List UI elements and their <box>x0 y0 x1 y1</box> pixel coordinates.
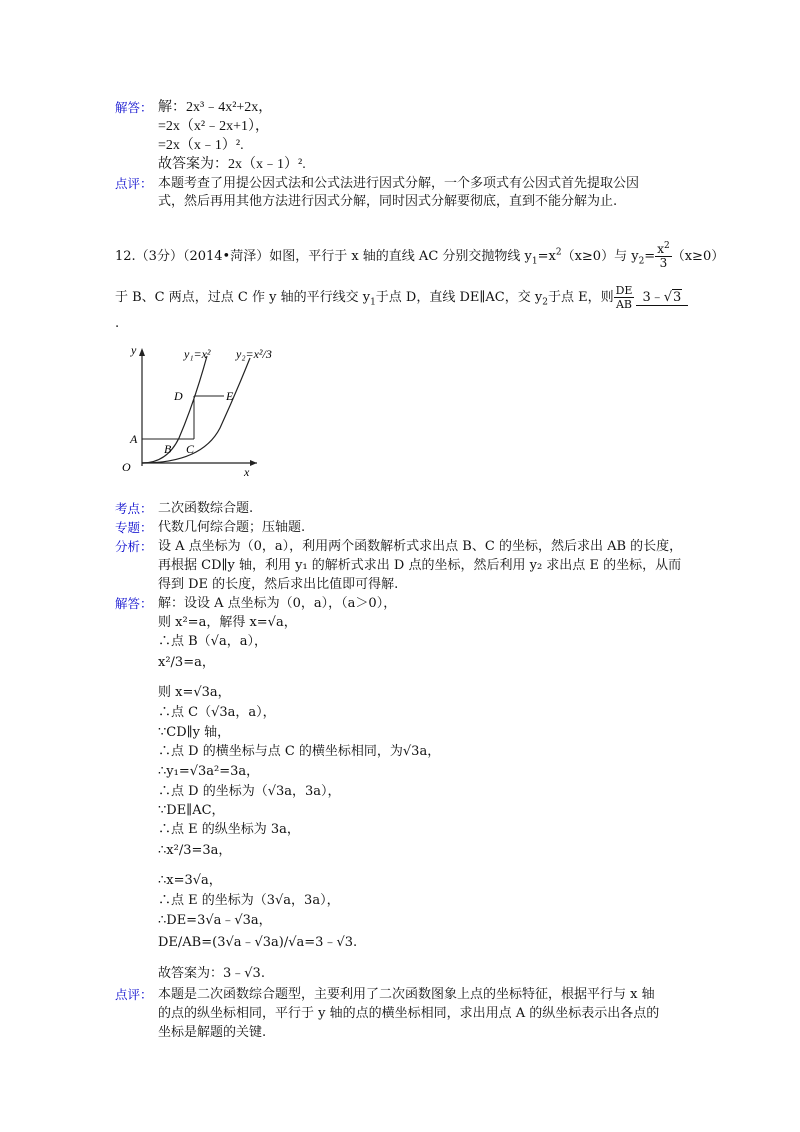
jieda-line: 故答案为：3﹣√3. <box>158 966 265 981</box>
jieda-line: ∴DE=3√a﹣√3a， <box>158 913 272 928</box>
dianping-label: 点评： <box>115 987 153 1002</box>
point-e-label: E <box>226 389 234 403</box>
jieda-line: 则 x=√3a， <box>158 685 231 700</box>
dianping-line: 坐标是解题的关键. <box>158 1025 267 1040</box>
jieda-line: ∴点 C（√3a，a）， <box>158 705 276 720</box>
y-axis-arrow <box>139 348 145 356</box>
curve-y2-label: y₂=x²/3 <box>236 347 272 361</box>
fenxi-line: 得到 DE 的长度，然后求出比值即可得解. <box>158 577 399 592</box>
answer-label: 解答： <box>115 100 153 115</box>
jieda-line: ∴点 E 的纵坐标为 3a， <box>158 822 300 837</box>
jieda-line: ∴x²/3=3a， <box>158 843 232 858</box>
jieda-line: ∵CD∥y 轴， <box>158 725 231 740</box>
fenxi-line: 再根据 CD∥y 轴，利用 y₁ 的解析式求出 D 点的坐标，然后利用 y₂ 求出点 E 的坐标，从而 <box>158 558 682 573</box>
jieda-line: ∴x=3√a， <box>158 873 222 888</box>
jieda-line: ∴点 B（√a，a）， <box>158 634 267 649</box>
answer-line: =2x（x﹣1）². <box>158 138 244 153</box>
jieda-line: ∴点 D 的横坐标与点 C 的横坐标相同，为√3a， <box>158 744 441 759</box>
x-axis-arrow <box>250 460 257 466</box>
jieda-line: 解：设设 A 点坐标为（0，a），（a＞0）， <box>158 596 397 611</box>
answer-line: =2x（x²﹣2x+1）， <box>158 119 269 134</box>
curve-y2 <box>142 358 250 463</box>
question-line-1: 12.（3分）（2014•菏泽）如图，平行于 x 轴的直线 AC 分别交抛物线 $y_1=x^2(x\ge 0)$与 $y_2=$ $\frac{x^2}{3}$ （x≥0） <box>115 241 725 270</box>
x-axis-label: x <box>244 465 250 478</box>
jieda-line: ∴y₁=√3a²=3a， <box>158 764 260 779</box>
zhuanti-label: 专题： <box>115 520 153 535</box>
curve-y1 <box>142 356 207 463</box>
jieda-line: DE/AB=(3√a﹣√3a)/√a=3﹣√3. <box>158 935 358 950</box>
fenxi-label: 分析： <box>115 539 153 554</box>
parabola-figure <box>112 338 282 478</box>
y-axis-label: y <box>131 343 137 357</box>
question-dot: . <box>115 316 120 331</box>
jieda-line: 则 x²=a，解得 x=√a， <box>158 615 297 630</box>
fenxi-line: 设 A 点坐标为（0，a），利用两个函数解析式求出点 B、C 的坐标，然后求出 AB 的长度， <box>158 539 683 554</box>
jieda-line: ∴点 D 的坐标为（√3a，3a）， <box>158 784 341 799</box>
dianping-line: 本题是二次函数综合题型，主要利用了二次函数图象上点的坐标特征，根据平行与 x 轴 <box>158 987 655 1002</box>
kaodian-label: 考点： <box>115 501 153 516</box>
point-a-label: A <box>130 432 138 446</box>
origin-label: O <box>122 460 131 474</box>
jieda-line: ∴点 E 的坐标为（3√a，3a）， <box>158 893 340 908</box>
comment-label: 点评： <box>115 176 153 191</box>
zhuanti-text: 代数几何综合题；压轴题. <box>158 520 306 535</box>
comment-line: 式，然后再用其他方法进行因式分解，同时因式分解要彻底，直到不能分解为止. <box>158 194 618 209</box>
point-d-label: D <box>174 389 183 403</box>
answer-blank: 3﹣√3 <box>636 290 688 306</box>
comment-line: 本题考查了用提公因式法和公式法进行因式分解，一个多项式有公因式首先提取公因 <box>158 176 640 191</box>
curve-y1-label: y₁=x² <box>184 347 211 361</box>
question-line-2: 于 B、C 两点，过点 C 作 y 轴的平行线交 $y_1$于点 D，直线 DE∥AC，交 $y_2$于点 E，则 $\frac{DE}{AB}$ 3﹣√3 <box>115 284 688 311</box>
dianping-line: 的点的纵坐标相同，平行于 y 轴的点的横坐标相同，求出用点 A 的纵坐标表示出各点的 <box>158 1006 660 1021</box>
jieda-line: x²/3=a， <box>158 655 215 670</box>
answer-line: 解：2x³﹣4x²+2x， <box>158 100 273 115</box>
kaodian-text: 二次函数综合题. <box>158 501 254 516</box>
jieda-label: 解答： <box>115 596 153 611</box>
answer-line: 故答案为：2x（x﹣1）². <box>158 157 306 172</box>
jieda-line: ∵DE∥AC， <box>158 803 225 818</box>
point-c-label: C <box>186 442 195 456</box>
point-b-label: B <box>164 442 172 456</box>
